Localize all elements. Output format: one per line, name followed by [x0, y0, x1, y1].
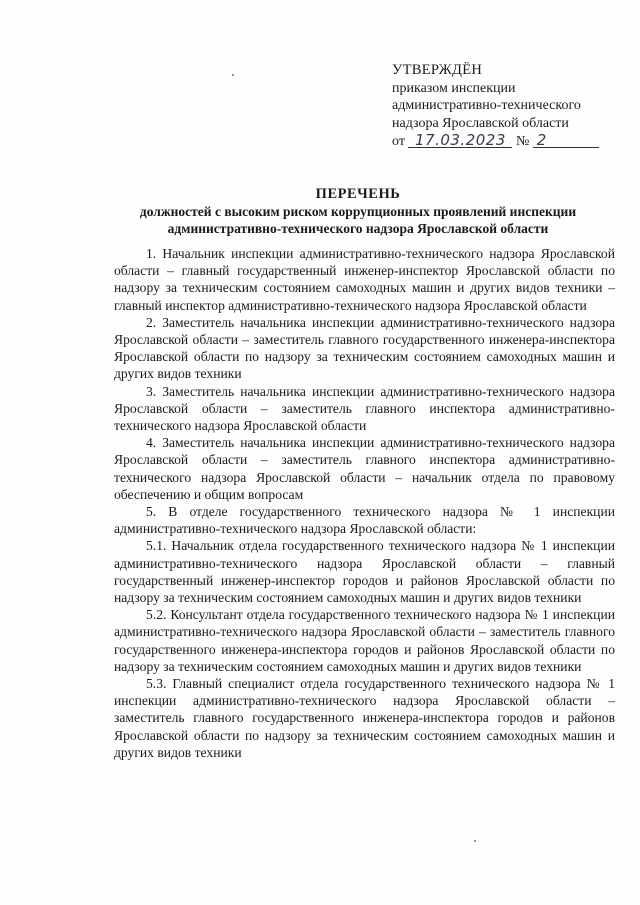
approval-stamp-block [392, 62, 632, 151]
approval-line-3: надзора Ярославской области [392, 115, 569, 131]
list-item: 5.3. Главный специалист отдела государственного технического надзора № 1 инспекции административно-технического надзора Ярославской области – заместитель главного государственного инженера-инспектора городов и районов Ярославской области по надзору за техническим состоянием самоходных машин и других видов техники [114, 676, 615, 760]
list-item: 4. Заместитель начальника инспекции административно-технического надзора Ярославской области – заместитель главного инспектора административно-технического надзора Ярославской области – начальник отдела по правовому обеспечению и общим вопросам [114, 435, 615, 502]
handwritten-date: 17.03.2023 [408, 133, 512, 148]
approval-date-row [392, 133, 632, 151]
scan-speck [232, 74, 234, 76]
list-item: 1. Начальник инспекции административно-технического надзора Ярославской области – главный государственный инженер-инспектор Ярославской области по надзору за техническим состоянием самоходных машин и других видов техники – главный инспектор административно-технического надзора Ярославской области [114, 246, 615, 313]
document-title-block [108, 185, 608, 237]
list-item: 5.1. Начальник отдела государственного технического надзора № 1 инспекции административно-технического надзора Ярославской области – главный государственный инженер-инспектор городов и районов Ярославской области по надзору за техническим состоянием самоходных машин и других видов техники [114, 538, 615, 606]
number-label: № [515, 134, 530, 149]
list-item: 5.2. Консультант отдела государственного технического надзора № 1 инспекции административно-технического надзора Ярославской области – заместитель главного государственного инженера-инспектора городов и районов Ярославской области по надзору за техническим состоянием самоходных машин и других видов техники [114, 607, 615, 674]
handwritten-number: 2 [533, 133, 599, 148]
document-title: ПЕРЕЧЕНЬ [315, 186, 401, 202]
positions-list [114, 245, 615, 761]
approval-line-1: приказом инспекции [392, 80, 516, 96]
document-subtitle-line-1: должностей с высоким риском коррупционных проявлений инспекции [139, 204, 577, 219]
list-item: 5. В отделе государственного технического надзора № 1 инспекции административно-технического надзора Ярославской области: [114, 504, 615, 537]
from-label: от [392, 134, 405, 149]
list-item: 3. Заместитель начальника инспекции административно-технического надзора Ярославской области – заместитель главного инспектора административно-технического надзора Ярославской области [114, 383, 615, 434]
list-item: 2. Заместитель начальника инспекции административно-технического надзора Ярославской области – заместитель главного государственного инженера-инспектора Ярославской области по надзору за техническим состоянием самоходных машин и других видов техники [114, 314, 615, 382]
document-subtitle-line-2: административно-технического надзора Ярославской области [167, 221, 549, 236]
approved-heading: УТВЕРЖДЁН [392, 62, 483, 78]
scan-speck [474, 840, 476, 842]
approval-line-2: административно-технического [392, 98, 581, 113]
